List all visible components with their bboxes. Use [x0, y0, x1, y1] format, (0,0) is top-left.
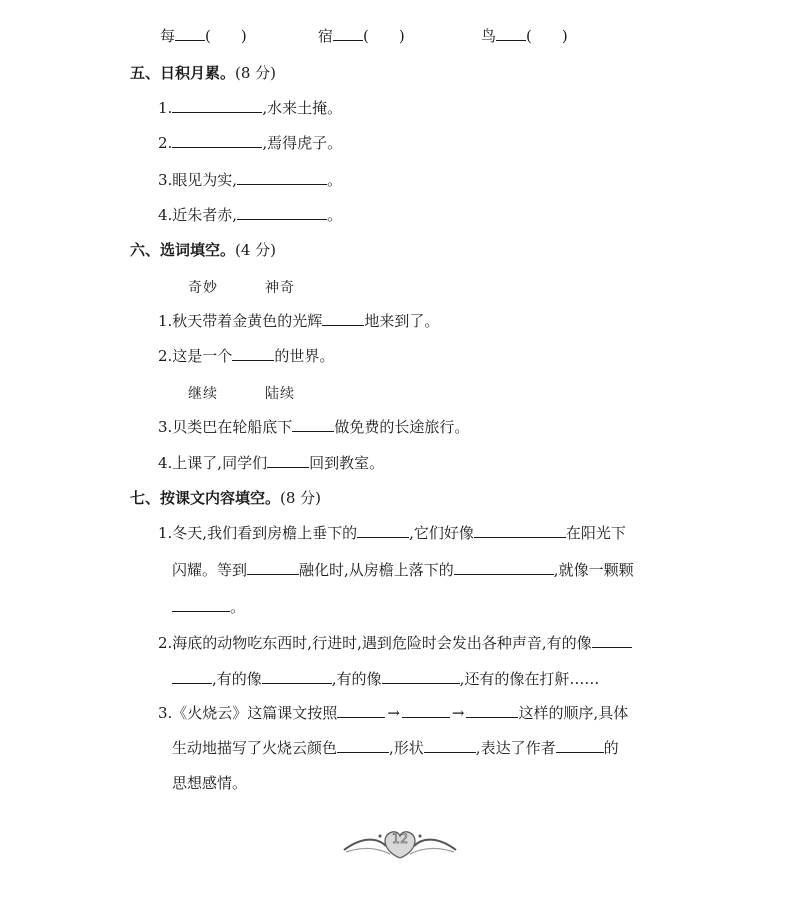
answer-paren[interactable]: ( ): [363, 27, 405, 45]
sec6-question-3: 3.贝类巴在轮船底下 做免费的长途旅行。: [158, 418, 470, 436]
sec7-q3-line-2: 生动地描写了火烧云颜色 ,形状 ,表达了作者 的: [172, 739, 619, 757]
sec7-q2-line-1: 2.海底的动物吃东西时,行进时,遇到危险时会发出各种声音,有的像: [158, 633, 632, 653]
answer-blank[interactable]: [474, 523, 566, 538]
section-5-heading: [130, 63, 276, 83]
arrow-icon: →: [387, 704, 400, 722]
header-item-3: [481, 26, 568, 46]
answer-blank[interactable]: [172, 669, 212, 684]
sec7-q3-line-3: 思想感情。: [172, 774, 248, 792]
word-option-3: 继续: [188, 386, 218, 402]
answer-blank[interactable]: [237, 170, 327, 185]
sec6-question-2: 2.这是一个 的世界。: [158, 347, 335, 365]
word-option-2: 神奇: [265, 280, 295, 296]
answer-blank[interactable]: [333, 26, 363, 41]
section-points: (8 分): [235, 64, 277, 82]
word-option-4: 陆续: [265, 386, 295, 402]
answer-blank[interactable]: [337, 703, 385, 718]
answer-blank[interactable]: [172, 133, 262, 148]
answer-blank[interactable]: [172, 597, 230, 612]
section-points: (8 分): [280, 489, 322, 507]
header-item-1: [160, 26, 247, 46]
sec5-question-1: 1. ,水来土掩。: [158, 99, 343, 117]
answer-blank[interactable]: [175, 26, 205, 41]
answer-paren[interactable]: ( ): [526, 27, 568, 45]
answer-blank[interactable]: [466, 703, 518, 718]
sec6-question-4: 4.上课了,同学们 回到教室。: [158, 454, 385, 472]
header-char: 鸟: [481, 27, 497, 45]
answer-paren[interactable]: ( ): [205, 27, 247, 45]
sec5-question-2: 2. ,焉得虎子。: [158, 134, 343, 152]
sec6-question-1: 1.秋天带着金黄色的光辉 地来到了。: [158, 312, 440, 330]
section-6-heading: [130, 240, 276, 260]
sec7-q3-line-1: 3.《火烧云》这篇课文按照 → → 这样的顺序,具体: [158, 704, 629, 722]
arrow-icon: →: [451, 704, 465, 722]
answer-blank[interactable]: [262, 669, 332, 684]
header-char: 宿: [318, 27, 334, 45]
answer-blank[interactable]: [496, 26, 526, 41]
answer-blank[interactable]: [592, 633, 632, 648]
answer-blank[interactable]: [337, 738, 389, 753]
section-7-heading: [130, 488, 321, 508]
header-item-2: [318, 26, 405, 46]
section-title: 七、按课文内容填空。: [130, 489, 281, 507]
answer-blank[interactable]: [402, 703, 450, 718]
answer-blank[interactable]: [232, 346, 274, 361]
sec7-q1-line-2: 闪耀。等到 融化时,从房檐上落下的 ,就像一颗颗: [172, 561, 634, 579]
answer-blank[interactable]: [292, 417, 334, 432]
answer-blank[interactable]: [237, 205, 327, 220]
answer-blank[interactable]: [424, 738, 476, 753]
answer-blank[interactable]: [322, 311, 364, 326]
page-number: 12: [391, 832, 409, 847]
sec7-q1-line-3: 。: [172, 597, 245, 617]
answer-blank[interactable]: [357, 523, 409, 538]
answer-blank[interactable]: [382, 669, 460, 684]
answer-blank[interactable]: [454, 560, 554, 575]
section-points: (4 分): [235, 241, 277, 259]
sec7-q1-line-1: 1.冬天,我们看到房檐上垂下的 ,它们好像 在阳光下: [158, 524, 626, 542]
word-option-1: 奇妙: [188, 280, 218, 296]
answer-blank[interactable]: [267, 453, 309, 468]
answer-blank[interactable]: [172, 98, 262, 113]
section-title: 五、日积月累。: [130, 64, 236, 82]
section-title: 六、选词填空。: [130, 241, 236, 259]
sec5-question-3: 3.眼见为实, 。: [158, 171, 343, 189]
sec7-q2-line-2: ,有的像 ,有的像 ,还有的像在打鼾……: [172, 669, 599, 689]
sec5-question-4: 4.近朱者赤, 。: [158, 206, 343, 224]
page-footer-ornament: [340, 824, 460, 864]
header-char: 每: [160, 27, 176, 45]
answer-blank[interactable]: [247, 560, 299, 575]
answer-blank[interactable]: [556, 738, 604, 753]
